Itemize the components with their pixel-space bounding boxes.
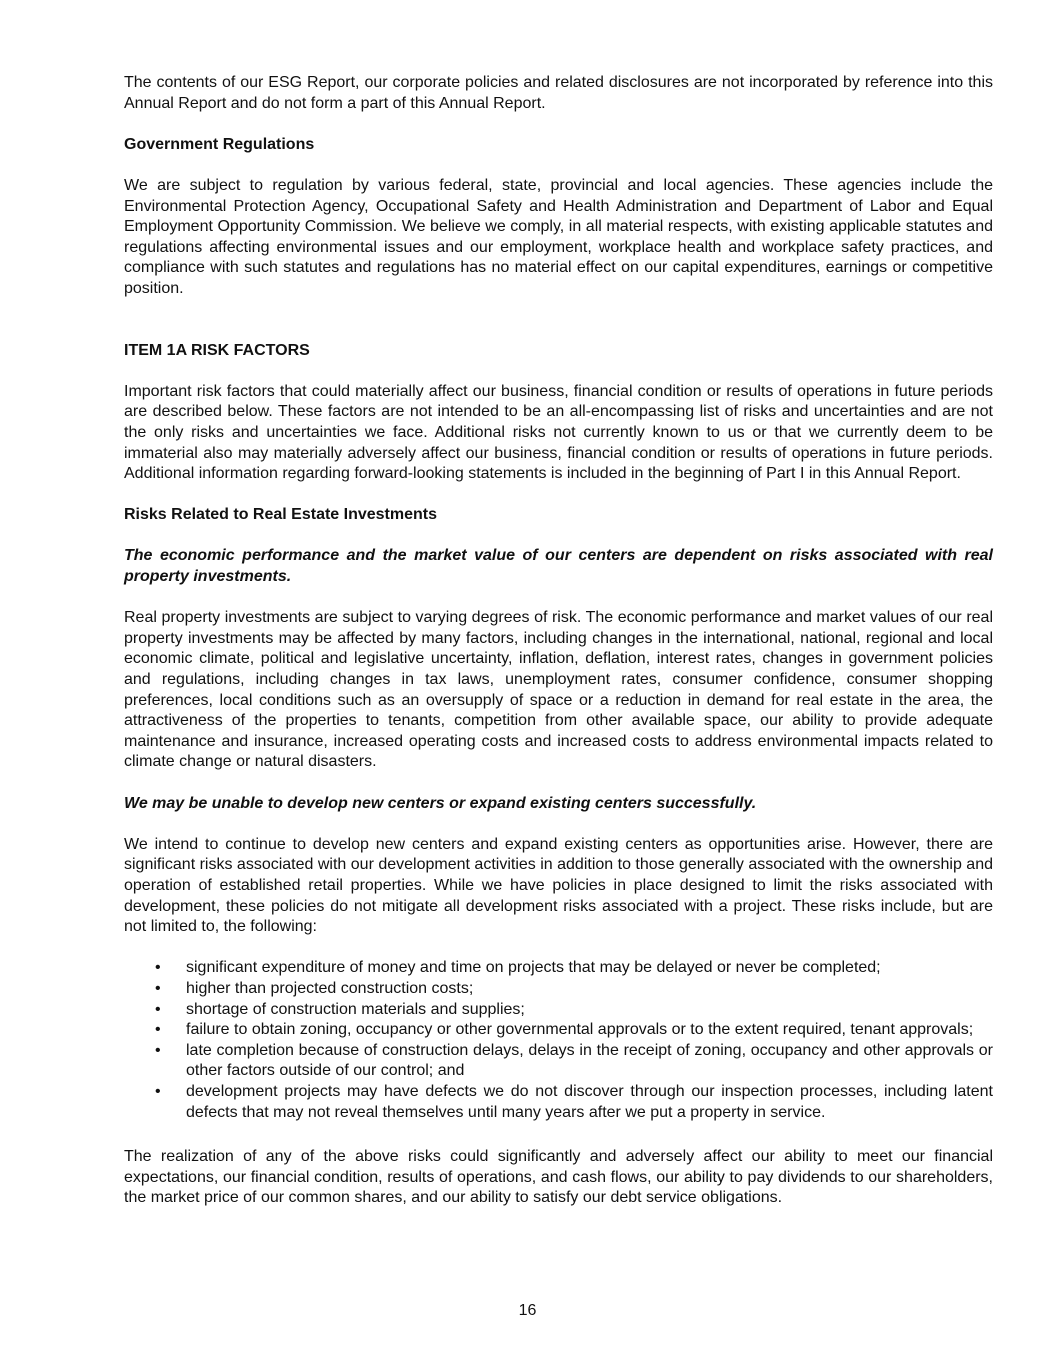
list-item <box>124 1082 993 1123</box>
list-item-text: failure to obtain zoning, occupancy or other governmental approvals or to the extent required, tenant approvals; <box>186 1021 974 1039</box>
page-number: 16 <box>518 1302 537 1319</box>
list-item <box>124 1041 993 1082</box>
closing-paragraph: The realization of any of the above risks could significantly and adversely affect our ability to meet our financial expectations, our financial condition, results of operations, and cash flows, our ability to pay dividends to our shareholders, the market price of our common shares, and our ability to satisfy our debt service obligations. <box>124 1148 993 1207</box>
list-item <box>124 1020 993 1041</box>
bullet-icon: • <box>155 1041 161 1059</box>
bullet-icon: • <box>155 1000 161 1018</box>
list-item-text: shortage of construction materials and supplies; <box>186 1000 525 1018</box>
list-item <box>124 1000 993 1021</box>
esg-disclaimer-paragraph: The contents of our ESG Report, our corporate policies and related disclosures are not incorporated by reference into this Annual Report and do not form a part of this Annual Report. <box>124 74 993 112</box>
bullet-icon: • <box>155 959 161 977</box>
list-item <box>124 958 993 979</box>
list-item-text: higher than projected construction costs; <box>186 979 474 997</box>
bullet-icon: • <box>155 1021 161 1039</box>
list-item-text: development projects may have defects we do not discover through our inspection processes, including latent defects that may not reveal themselves until many years after we put a property in service. <box>186 1082 993 1121</box>
bullet-icon: • <box>155 1082 161 1100</box>
real-estate-risks-heading: Risks Related to Real Estate Investments <box>124 506 438 524</box>
document-page <box>124 73 993 1209</box>
risk-factors-intro-paragraph: Important risk factors that could materially affect our business, financial condition or results of operations in future periods are described below. These factors are not intended to be an all-encompassing list of risks and uncertainties and are not the only risks and uncertainties we face. Additional risks not currently known to us or that we currently deem to be immaterial also may materially adversely affect our business, financial condition or results of operations in future periods. Additional information regarding forward-looking statements is included in the beginning of Part I in this Annual Report. <box>124 382 993 483</box>
government-regulations-heading: Government Regulations <box>124 135 315 153</box>
item-1a-heading: ITEM 1A RISK FACTORS <box>124 341 310 359</box>
development-risk-subheading: We may be unable to develop new centers or expand existing centers successfully. <box>124 794 757 812</box>
economic-performance-subheading: The economic performance and the market value of our centers are dependent on risks associated with real property investments. <box>124 547 993 586</box>
list-item <box>124 979 993 1000</box>
list-item-text: significant expenditure of money and time on projects that may be delayed or never be completed; <box>186 959 881 977</box>
economic-performance-paragraph: Real property investments are subject to varying degrees of risk. The economic performance and market values of our real property investments may be affected by many factors, including changes in the international, national, regional and local economic climate, political and legislative uncertainty, inflation, deflation, interest rates, changes in government policies and regulations, including changes in tax laws, unemployment rates, consumer confidence, consumer shopping preferences, local conditions such as an oversupply of space or a reduction in demand for real estate in the area, the attractiveness of the properties to tenants, competition from other available space, our ability to provide adequate maintenance and insurance, increased operating costs and increased costs to address environmental impacts related to climate change or natural disasters. <box>124 609 993 771</box>
bullet-icon: • <box>155 979 161 997</box>
development-risk-paragraph: We intend to continue to develop new centers and expand existing centers as opportunities arise. However, there are significant risks associated with our development activities in addition to those generally associated with the ownership and operation of established retail properties. While we have policies in place designed to limit the risks associated with development, these policies do not mitigate all development risks associated with a project. These risks include, but are not limited to, the following: <box>124 835 993 936</box>
development-risks-list <box>124 958 993 1123</box>
government-regulations-paragraph: We are subject to regulation by various federal, state, provincial and local agencies. These agencies include the Environmental Protection Agency, Occupational Safety and Health Administration and Department of Labor and Equal Employment Opportunity Commission. We believe we comply, in all material respects, with existing applicable statutes and regulations affecting environmental issues and our employment, workplace health and workplace safety practices, and compliance with such statutes and regulations has no material effect on our capital expenditures, earnings or competitive position. <box>124 176 993 297</box>
list-item-text: late completion because of construction delays, delays in the receipt of zoning, occupancy and other approvals or other factors outside of our control; and <box>186 1041 993 1080</box>
